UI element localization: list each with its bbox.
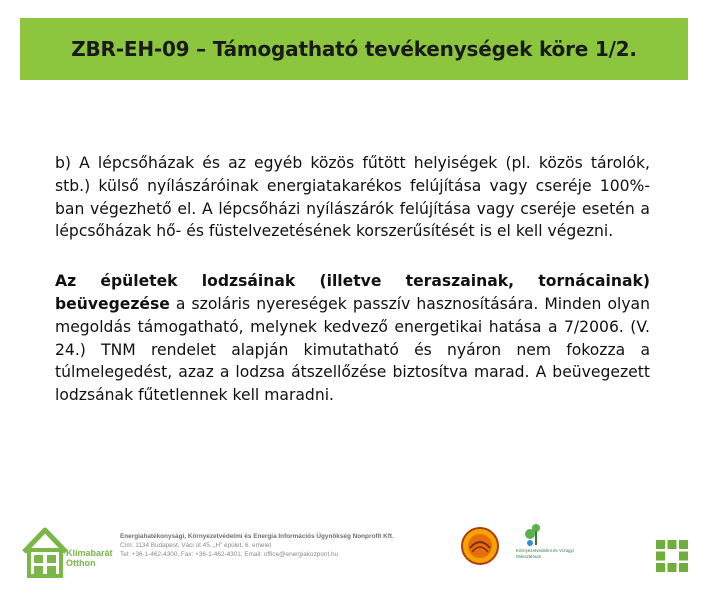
seal-logo-icon [460, 526, 500, 566]
paragraph-loggia-text: a szoláris nyereségek passzív hasznosítására. Minden olyan megoldás támogatható, melynek kedvező energetikai hatása a 7/2006. (V. 24.) TNM rendelet alapján kimutatható és nyáron nem fokozza a túlmelegedést, azaz a lodzsa átszellőzése biztosítva marad. A beüvegezett lodzsának fűtetlennek kell maradni. [55, 294, 650, 405]
grid-icon [656, 540, 688, 572]
title-bar [20, 18, 688, 80]
ministry-label: Környezetvédelmi és Vízügyi Minisztérium [516, 548, 574, 559]
footer [0, 520, 709, 595]
ministry-logo [516, 522, 576, 574]
house-logo-icon [20, 524, 70, 580]
agency-address: Cím: 1134 Budapest, Váci út 45. „H” épület, 6. emelet [120, 542, 272, 549]
logo-line2: Otthon [66, 558, 96, 568]
paragraph-staircase: b) A lépcsőházak és az egyéb közös fűtött helyiségek (pl. közös tárolók, stb.) külső nyílászáróinak energiatakarékos felújítása vagy cseréje 100%-ban végezhető el. A lépcsőházi nyílászárók felújítása vagy cseréje esetén a lépcsőházak hő- és füstelvezetésének korszerűsítését is el kell végezni. [55, 154, 650, 241]
ministry-emblem-icon [516, 522, 576, 548]
agency-contact: Tel: +36-1-462-4300, Fax: +36-1-462-4301, Email: office@energiakozpont.hu [120, 551, 339, 558]
paragraph-loggia-bold: Az épületek lodzsáinak (illetve teraszainak, tornácainak) beüvegezése [55, 272, 650, 313]
agency-info [120, 532, 420, 559]
content-body [55, 152, 650, 407]
paragraph-loggia [55, 270, 650, 407]
logo-text [66, 548, 126, 568]
logo-line1: Klímabarát [66, 548, 113, 558]
agency-name: Energiahatékonysági, Környezetvédelmi és Energia Információs Ügynökség Nonprofit Kft. [120, 533, 394, 540]
page-title: ZBR-EH-09 – Támogatható tevékenységek köre 1/2. [71, 37, 637, 61]
